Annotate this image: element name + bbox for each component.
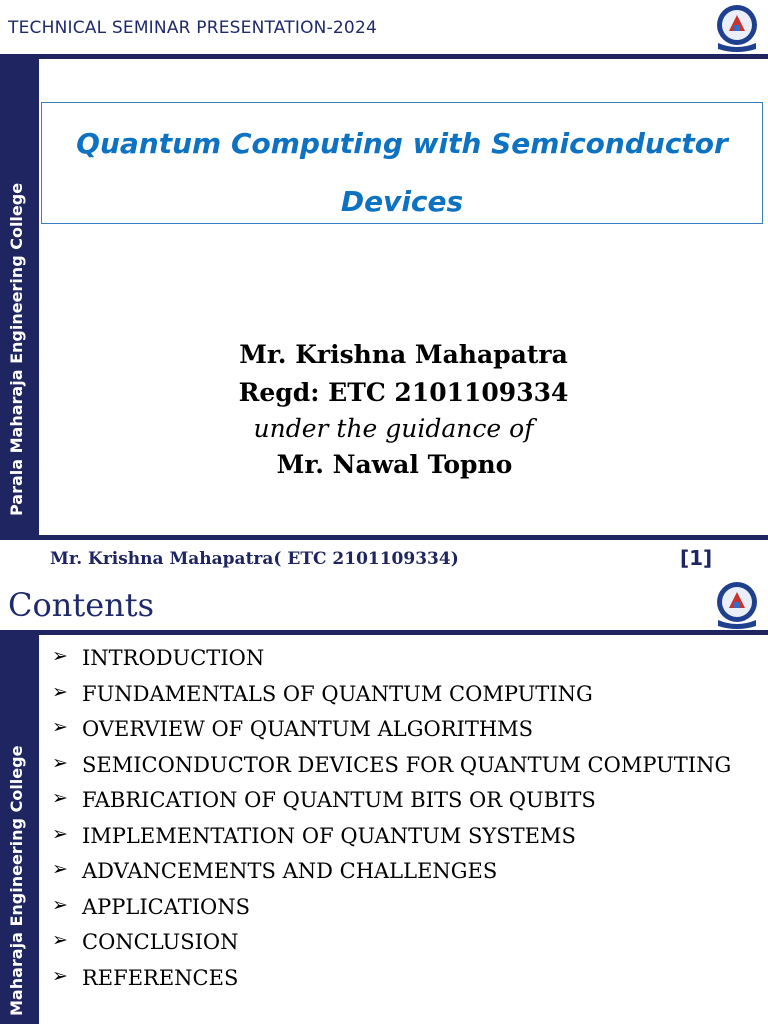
list-item-label: OVERVIEW OF QUANTUM ALGORITHMS	[82, 717, 534, 741]
list-item	[52, 682, 731, 718]
list-item-label: FUNDAMENTALS OF QUANTUM COMPUTING	[82, 681, 593, 706]
list-item-label: SEMICONDUCTOR DEVICES FOR QUANTUM COMPUTING	[82, 752, 732, 777]
arrow-bullet-icon: ➢	[52, 929, 68, 951]
page-number: [1]	[680, 546, 713, 570]
sidebar-college-label: Maharaja Engineering College	[7, 745, 26, 1016]
list-item	[52, 930, 731, 966]
list-item-label: FABRICATION OF QUANTUM BITS OR QUBITS	[82, 788, 596, 812]
contents-list	[52, 646, 731, 1001]
list-item	[52, 717, 731, 753]
list-item	[52, 788, 731, 824]
arrow-bullet-icon: ➢	[52, 787, 68, 809]
arrow-bullet-icon: ➢	[52, 893, 68, 916]
list-item-label: INTRODUCTION	[82, 646, 265, 670]
arrow-bullet-icon: ➢	[52, 751, 68, 774]
title-box	[41, 102, 763, 224]
title-line-1: Quantum Computing with Semiconductor	[76, 127, 728, 160]
header-rule	[0, 630, 768, 635]
list-item	[52, 753, 731, 789]
guidance-text: under the guidance of	[253, 414, 534, 443]
college-logo-icon	[712, 580, 762, 630]
arrow-bullet-icon: ➢	[52, 645, 68, 667]
list-item-label: REFERENCES	[82, 965, 239, 990]
arrow-bullet-icon: ➢	[52, 716, 68, 738]
sidebar-college-label: Parala Maharaja Engineering College	[7, 182, 26, 516]
arrow-bullet-icon: ➢	[52, 858, 68, 880]
list-item	[52, 966, 731, 1002]
header-rule	[0, 54, 768, 59]
slide-contents	[0, 576, 768, 1024]
seminar-header: TECHNICAL SEMINAR PRESENTATION-2024	[8, 18, 377, 38]
author-regd: Regd: ETC 2101109334	[238, 378, 569, 407]
list-item-label: ADVANCEMENTS AND CHALLENGES	[82, 859, 498, 883]
list-item	[52, 859, 731, 895]
list-item-label: IMPLEMENTATION OF QUANTUM SYSTEMS	[82, 823, 576, 848]
college-logo-icon	[712, 3, 762, 53]
arrow-bullet-icon: ➢	[52, 822, 68, 845]
footer-rule	[0, 535, 768, 540]
author-name: Mr. Krishna Mahapatra	[239, 340, 568, 369]
list-item-label: APPLICATIONS	[82, 894, 251, 919]
contents-title: Contents	[8, 586, 155, 624]
guide-name: Mr. Nawal Topno	[276, 450, 513, 479]
list-item	[52, 895, 731, 931]
list-item	[52, 824, 731, 860]
footer-author: Mr. Krishna Mahapatra( ETC 2101109334)	[50, 549, 459, 569]
arrow-bullet-icon: ➢	[52, 964, 68, 987]
list-item	[52, 646, 731, 682]
arrow-bullet-icon: ➢	[52, 680, 68, 703]
list-item-label: CONCLUSION	[82, 930, 239, 954]
title-line-2: Devices	[340, 185, 464, 218]
